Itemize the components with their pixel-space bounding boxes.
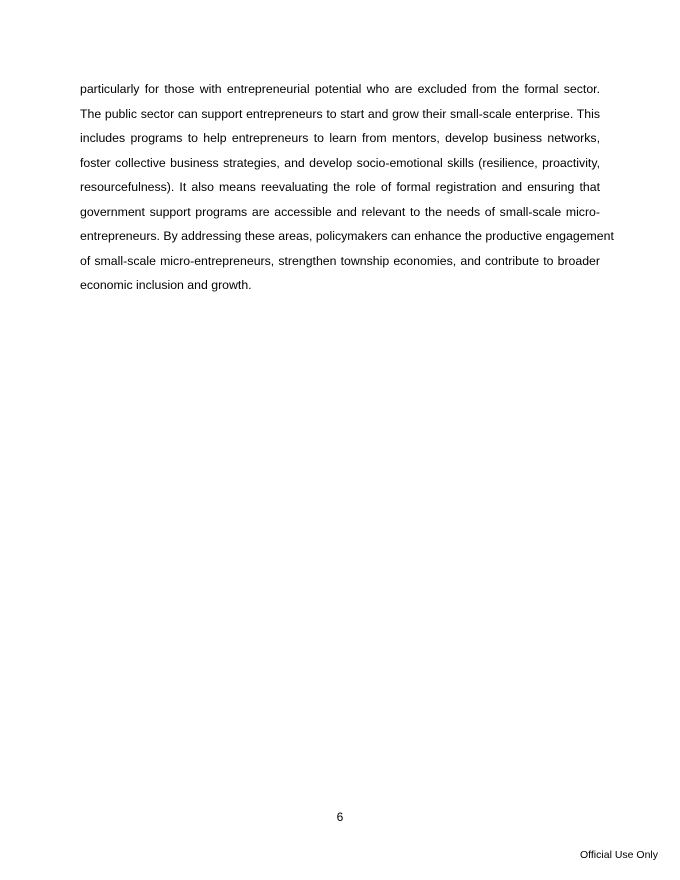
page-number: 6: [336, 810, 344, 824]
paragraph-line: of small-scale micro-entrepreneurs, strengthen township economies, and contribute to broader: [80, 253, 600, 268]
paragraph-line: foster collective business strategies, and develop socio-emotional skills (resilience, proactivity,: [80, 155, 600, 170]
paragraph-line: The public sector can support entrepreneurs to start and grow their small-scale enterprise. This: [80, 106, 600, 121]
body-paragraph: [80, 77, 614, 298]
classification-label: Official Use Only: [580, 849, 658, 861]
paragraph-line: includes programs to help entrepreneurs to learn from mentors, develop business networks,: [80, 131, 600, 145]
paragraph-line: economic inclusion and growth.: [80, 278, 252, 292]
paragraph-line: particularly for those with entrepreneurial potential who are excluded from the formal sector.: [80, 82, 600, 96]
paragraph-line: entrepreneurs. By addressing these areas, policymakers can enhance the productive engagement: [80, 229, 614, 243]
paragraph-line: government support programs are accessible and relevant to the needs of small-scale micro-: [80, 204, 600, 219]
paragraph-line: resourcefulness). It also means reevaluating the role of formal registration and ensuring that: [80, 180, 600, 194]
